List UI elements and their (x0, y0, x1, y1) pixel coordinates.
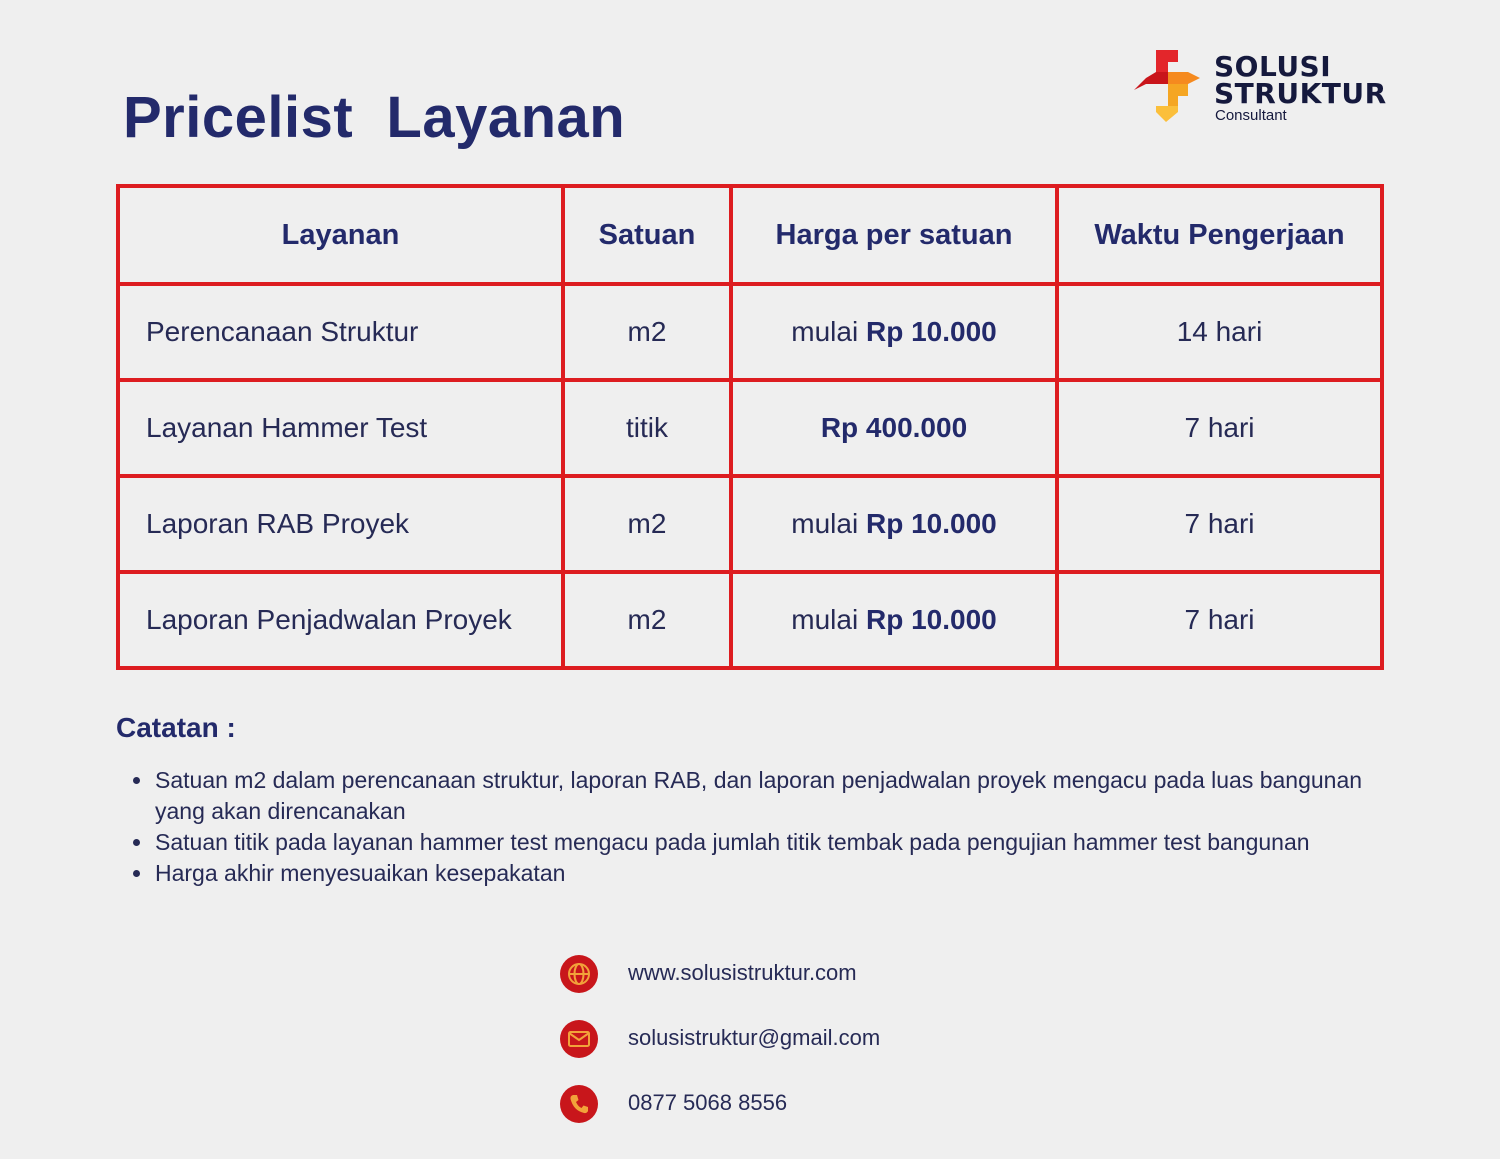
notes-title: Catatan : (116, 712, 236, 743)
table-row (118, 380, 1382, 476)
note-item: • Satuan m2 dalam perencanaan struktur, laporan RAB, dan laporan penjadwalan proyek mengacu pada luas bangunan yang akan direncanakan (154, 765, 1384, 827)
duration: 7 hari (1057, 380, 1382, 476)
price (731, 380, 1057, 476)
price-prefix: mulai (791, 508, 859, 539)
price (731, 284, 1057, 380)
price-prefix: mulai (791, 316, 859, 347)
unit: m2 (563, 284, 731, 380)
unit: m2 (563, 476, 731, 572)
logo-text-consultant: Consultant (1215, 107, 1287, 124)
price-value: Rp 400.000 (820, 412, 968, 443)
price (731, 476, 1057, 572)
globe-icon (560, 955, 598, 993)
price-value: Rp 10.000 (865, 508, 997, 539)
phone-number[interactable]: 0877 5068 8556 (628, 1090, 788, 1115)
mail-icon (560, 1020, 598, 1058)
logo-text-struktur: STRUKTUR (1214, 77, 1387, 110)
table-row (118, 284, 1382, 380)
service-name: Laporan Penjadwalan Proyek (118, 572, 563, 668)
duration: 14 hari (1057, 284, 1382, 380)
price-value: Rp 10.000 (865, 604, 997, 635)
logo-mark-icon (1134, 50, 1200, 122)
header-layanan: Layanan (118, 186, 563, 284)
table-row (118, 476, 1382, 572)
price-value: Rp 10.000 (865, 316, 997, 347)
price-prefix: mulai (791, 604, 859, 635)
phone-icon (560, 1085, 598, 1123)
service-name: Layanan Hammer Test (118, 380, 563, 476)
logo-text-solusi: SOLUSI (1214, 50, 1332, 83)
website-link[interactable]: www.solusistruktur.com (628, 960, 857, 985)
company-logo (1134, 50, 1394, 130)
header-satuan: Satuan (563, 186, 731, 284)
table-header-row (118, 186, 1382, 284)
duration: 7 hari (1057, 572, 1382, 668)
page-title: Pricelist Layanan (123, 85, 626, 150)
note-item: • Satuan titik pada layanan hammer test mengacu pada jumlah titik tembak pada pengujian hammer test bangunan (154, 827, 1384, 858)
notes-list (116, 765, 1384, 889)
header-harga: Harga per satuan (731, 186, 1057, 284)
service-name: Laporan RAB Proyek (118, 476, 563, 572)
unit: titik (563, 380, 731, 476)
table-row (118, 572, 1382, 668)
note-item: • Harga akhir menyesuaikan kesepakatan (154, 858, 1384, 889)
header-waktu: Waktu Pengerjaan (1057, 186, 1382, 284)
price (731, 572, 1057, 668)
email-link[interactable]: solusistruktur@gmail.com (628, 1025, 881, 1050)
pricelist-table (116, 184, 1384, 670)
duration: 7 hari (1057, 476, 1382, 572)
service-name: Perencanaan Struktur (118, 284, 563, 380)
unit: m2 (563, 572, 731, 668)
